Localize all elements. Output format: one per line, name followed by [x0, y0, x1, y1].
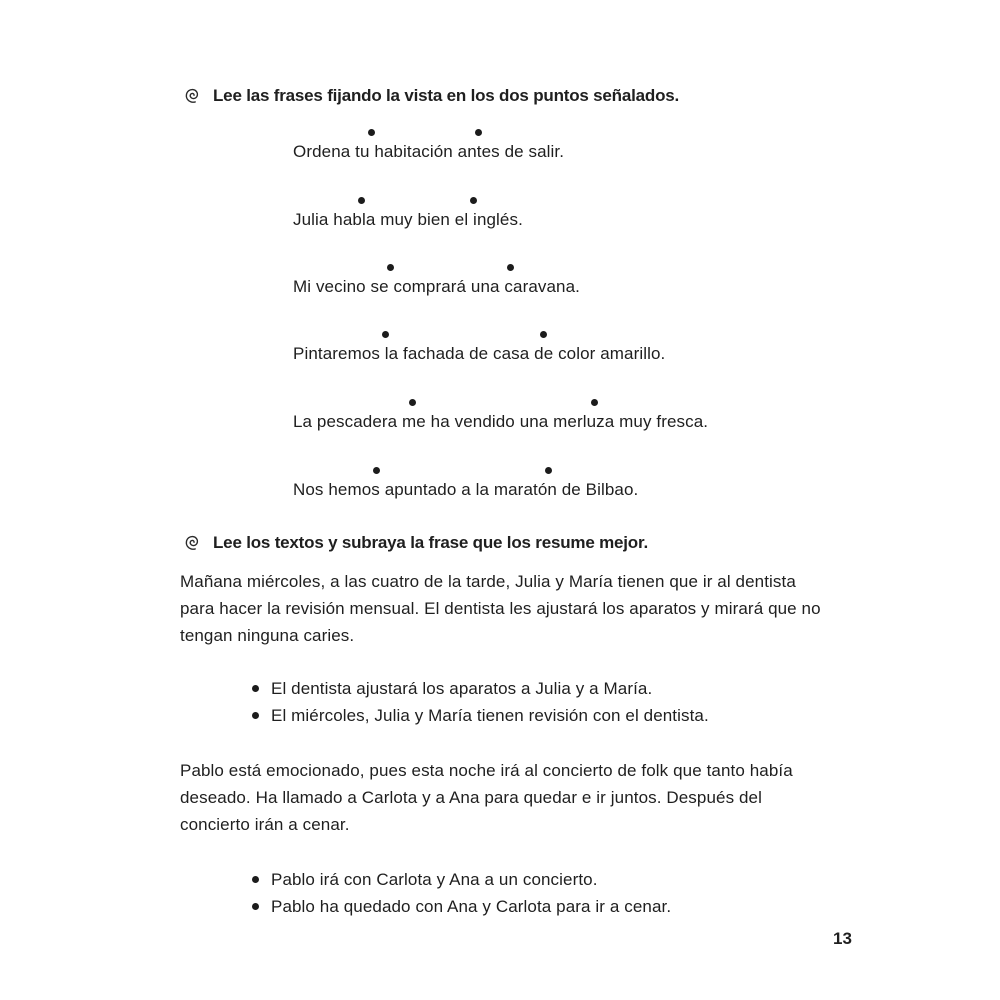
option-row: [252, 675, 709, 702]
spiral-icon: [181, 84, 205, 108]
sentence-text: Julia habla muy bien el inglés.: [293, 210, 523, 229]
exercise2-title: Lee los textos y subraya la frase que los resume mejor.: [213, 533, 648, 552]
paragraph-line: para hacer la revisión mensual. El dentista les ajustará los aparatos y mirará que no: [180, 599, 821, 618]
sentence-row: [293, 261, 580, 297]
sentence-row: [293, 396, 708, 432]
option-row: [252, 893, 671, 920]
fixation-dot: [387, 264, 394, 271]
fixation-dot: [382, 331, 389, 338]
options-list: [252, 675, 709, 729]
option-text: Pablo irá con Carlota y Ana a un concierto.: [271, 869, 598, 889]
fixation-dot: [545, 467, 552, 474]
paragraph-block: [180, 757, 793, 838]
exercise1-title: Lee las frases fijando la vista en los dos puntos señalados.: [213, 86, 680, 105]
fixation-dot: [409, 399, 416, 406]
paragraph-line: concierto irán a cenar.: [180, 815, 350, 834]
fixation-dot: [540, 331, 547, 338]
fixation-dot: [470, 197, 477, 204]
paragraph-block: [180, 568, 821, 649]
page-number: 13: [833, 929, 852, 948]
bullet-icon: [252, 712, 259, 719]
sentence-row: [293, 126, 564, 162]
sentence-text: Pintaremos la fachada de casa de color amarillo.: [293, 344, 666, 363]
fixation-dot: [358, 197, 365, 204]
paragraph-line: deseado. Ha llamado a Carlota y a Ana para quedar e ir juntos. Después del: [180, 788, 762, 807]
fixation-dot: [373, 467, 380, 474]
sentence-row: [293, 464, 638, 500]
sentence-row: [293, 328, 665, 364]
option-row: [252, 702, 709, 729]
spiral-icon: [181, 531, 205, 555]
bullet-icon: [252, 685, 259, 692]
bullet-icon: [252, 903, 259, 910]
paragraph-line: Pablo está emocionado, pues esta noche irá al concierto de folk que tanto había: [180, 761, 793, 780]
option-row: [252, 866, 671, 893]
sentence-text: La pescadera me ha vendido una merluza muy fresca.: [293, 412, 709, 431]
bullet-icon: [252, 876, 259, 883]
exercise1-heading: [181, 84, 679, 108]
exercise2-heading: [181, 531, 648, 555]
options-list: [252, 866, 671, 920]
sentence-text: Ordena tu habitación antes de salir.: [293, 142, 565, 161]
paragraph-line: Mañana miércoles, a las cuatro de la tarde, Julia y María tienen que ir al dentista: [180, 572, 796, 591]
sentence-text: Nos hemos apuntado a la maratón de Bilbao.: [293, 480, 639, 499]
fixation-dot: [475, 129, 482, 136]
option-text: El miércoles, Julia y María tienen revisión con el dentista.: [271, 705, 709, 725]
sentence-row: [293, 194, 523, 230]
paragraph-line: tengan ninguna caries.: [180, 626, 355, 645]
fixation-dot: [591, 399, 598, 406]
option-text: Pablo ha quedado con Ana y Carlota para ir a cenar.: [271, 896, 672, 916]
option-text: El dentista ajustará los aparatos a Julia y a María.: [271, 678, 653, 698]
fixation-dot: [507, 264, 514, 271]
sentence-text: Mi vecino se comprará una caravana.: [293, 277, 580, 296]
fixation-dot: [368, 129, 375, 136]
